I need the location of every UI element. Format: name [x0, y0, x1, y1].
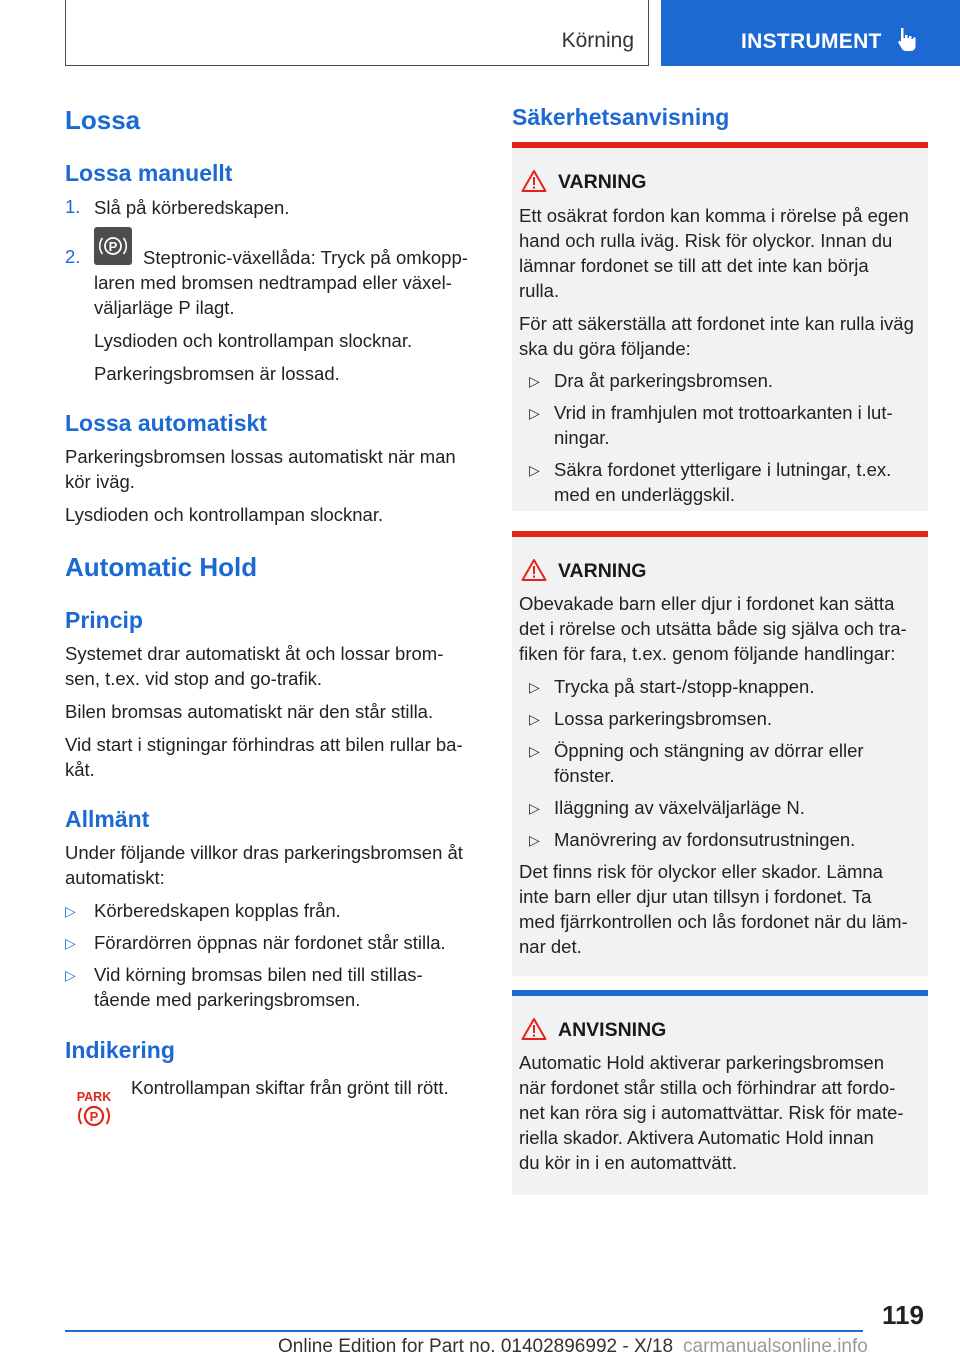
- allmant-para-line1: Under följande villkor dras parkeringsbromsen åt: [65, 842, 463, 863]
- svg-text:P: P: [89, 1109, 99, 1124]
- w3-line2: när fordonet står stilla och förhindrar att fordo-: [519, 1077, 896, 1098]
- bullet-marker: ▷: [65, 903, 76, 919]
- allmant-para-line2: automatiskt:: [65, 867, 165, 888]
- w1-bullet-3-line1: Säkra fordonet ytterligare i lutningar, t.ex.: [554, 459, 892, 480]
- princip-para3-line2: kåt.: [65, 759, 95, 780]
- step-number-2: 2.: [65, 246, 81, 267]
- warning-box-1: [512, 142, 928, 511]
- w2-para2-line4: nar det.: [519, 936, 582, 957]
- bullet-marker: ▷: [529, 679, 540, 695]
- header-section-tab: [65, 0, 649, 66]
- footer-watermark: carmanualsonline.info: [683, 1336, 868, 1357]
- warning-box-2: [512, 531, 928, 976]
- w1-line1: Ett osäkrat fordon kan komma i rörelse på egen: [519, 205, 909, 226]
- allmant-bullet-3-line1: Vid körning bromsas bilen ned till stillas-: [94, 964, 423, 985]
- bullet-marker: ▷: [529, 832, 540, 848]
- indikering-text: Kontrollampan skiftar från grönt till rött.: [131, 1077, 449, 1098]
- warning-title: VARNING: [558, 171, 647, 193]
- chapter-label: INSTRUMENT: [741, 30, 882, 53]
- pointing-hand-icon: [897, 26, 919, 52]
- parking-brake-button-icon: [94, 227, 132, 265]
- step-number-1: 1.: [65, 196, 81, 217]
- warning-bar: [512, 531, 928, 537]
- w1-line3: lämnar fordonet se till att det inte kan börja: [519, 255, 869, 276]
- allmant-bullet-3-line2: tående med parkeringsbromsen.: [94, 989, 361, 1010]
- auto-para2: Lysdioden och kontrollampan slocknar.: [65, 504, 384, 525]
- heading-lossa: Lossa: [65, 105, 141, 135]
- princip-para1-line1: Systemet drar automatiskt åt och lossar brom-: [65, 643, 444, 664]
- step-2-line3: väljarläge P ilagt.: [94, 297, 235, 318]
- w1-para2-line1: För att säkerställa att fordonet inte kan rulla iväg: [519, 313, 914, 334]
- header-chapter-tab: [661, 0, 960, 66]
- warning-triangle-icon: [521, 169, 547, 193]
- warning-title: VARNING: [558, 560, 647, 582]
- park-brake-indicator-icon: [74, 1088, 114, 1130]
- w2-para2-line2: inte barn eller djur utan tillsyn i fordonet. Ta: [519, 886, 872, 907]
- bullet-marker: ▷: [529, 711, 540, 727]
- w1-para2-line2: ska du göra följande:: [519, 338, 691, 359]
- svg-text:P: P: [108, 239, 118, 254]
- w2-bullet-3-line1: Öppning och stängning av dörrar eller: [554, 740, 864, 761]
- bullet-marker: ▷: [529, 373, 540, 389]
- step-2-line1: Steptronic-växellåda: Tryck på omkopp-: [143, 247, 468, 268]
- w3-line4: riella skador. Aktivera Automatic Hold innan: [519, 1127, 874, 1148]
- w2-bullet-3-line2: fönster.: [554, 765, 615, 786]
- bullet-marker: ▷: [65, 967, 76, 983]
- w2-bullet-5: Manövrering av fordonsutrustningen.: [554, 829, 856, 850]
- step-2-line2: laren med bromsen nedtrampad eller växel-: [94, 272, 452, 293]
- allmant-bullet-1: Körberedskapen kopplas från.: [94, 900, 341, 921]
- auto-para1-line1: Parkeringsbromsen lossas automatiskt när man: [65, 446, 456, 467]
- notice-box: [512, 990, 928, 1195]
- heading-lossa-manuellt: Lossa manuellt: [65, 160, 233, 186]
- warning-triangle-icon: [521, 558, 547, 582]
- bullet-marker: ▷: [529, 743, 540, 759]
- princip-para3-line1: Vid start i stigningar förhindras att bilen rullar ba-: [65, 734, 463, 755]
- princip-para2: Bilen bromsas automatiskt när den står stilla.: [65, 701, 434, 722]
- bullet-marker: ▷: [529, 405, 540, 421]
- w2-line1: Obevakade barn eller djur i fordonet kan sätta: [519, 593, 895, 614]
- princip-para1-line2: sen, t.ex. vid stop and go-trafik.: [65, 668, 323, 689]
- step-1-text: Slå på körberedskapen.: [94, 197, 290, 218]
- w2-para2-line1: Det finns risk för olyckor eller skador. Lämna: [519, 861, 883, 882]
- w1-bullet-2-line2: ningar.: [554, 427, 610, 448]
- park-label: PARK: [76, 1090, 112, 1104]
- w3-line1: Automatic Hold aktiverar parkeringsbromsen: [519, 1052, 885, 1073]
- notice-title: ANVISNING: [558, 1019, 667, 1041]
- heading-lossa-automatiskt: Lossa automatiskt: [65, 410, 267, 436]
- notice-bar: [512, 990, 928, 996]
- warning-triangle-icon: [521, 1017, 547, 1041]
- heading-automatic-hold: Automatic Hold: [65, 552, 258, 582]
- w3-line3: net kan röra sig i automattvättar. Risk för mate-: [519, 1102, 904, 1123]
- warning-bar: [512, 142, 928, 148]
- w1-bullet-2-line1: Vrid in framhjulen mot trottoarkanten i lut-: [554, 402, 893, 423]
- heading-allmant: Allmänt: [65, 806, 150, 832]
- w2-bullet-4: Iläggning av växelväljarläge N.: [554, 797, 805, 818]
- step-2-sub1: Lysdioden och kontrollampan slocknar.: [94, 330, 413, 351]
- w2-line3: fiken för fara, t.ex. genom följande handlingar:: [519, 643, 896, 664]
- page-number: 119: [882, 1300, 924, 1330]
- footer-edition: Online Edition for Part no. 01402896992 - X/18: [278, 1336, 674, 1357]
- footer-rule: [65, 1330, 863, 1332]
- w2-bullet-2: Lossa parkeringsbromsen.: [554, 708, 772, 729]
- heading-indikering: Indikering: [65, 1037, 175, 1063]
- w2-para2-line3: med fjärrkontrollen och lås fordonet när du läm-: [519, 911, 908, 932]
- step-2-sub2: Parkeringsbromsen är lossad.: [94, 363, 340, 384]
- heading-sakerhetsanvisning: Säkerhetsanvisning: [512, 104, 730, 130]
- section-label: Körning: [561, 29, 634, 52]
- allmant-bullet-2: Förardörren öppnas när fordonet står stilla.: [94, 932, 446, 953]
- heading-princip: Princip: [65, 607, 143, 633]
- w1-bullet-3-line2: med en underläggskil.: [554, 484, 735, 505]
- auto-para1-line2: kör iväg.: [65, 471, 135, 492]
- w2-bullet-1: Trycka på start-/stopp-knappen.: [554, 676, 815, 697]
- w1-bullet-1: Dra åt parkeringsbromsen.: [554, 370, 774, 391]
- w1-line2: hand och rulla iväg. Risk för olyckor. Innan du: [519, 230, 893, 251]
- w1-line4: rulla.: [519, 280, 560, 301]
- bullet-marker: ▷: [65, 935, 76, 951]
- w3-line5: du kör in i en automattvätt.: [519, 1152, 738, 1173]
- bullet-marker: ▷: [529, 800, 540, 816]
- w2-line2: det i rörelse och utsätta både sig själva och tra-: [519, 618, 907, 639]
- bullet-marker: ▷: [529, 462, 540, 478]
